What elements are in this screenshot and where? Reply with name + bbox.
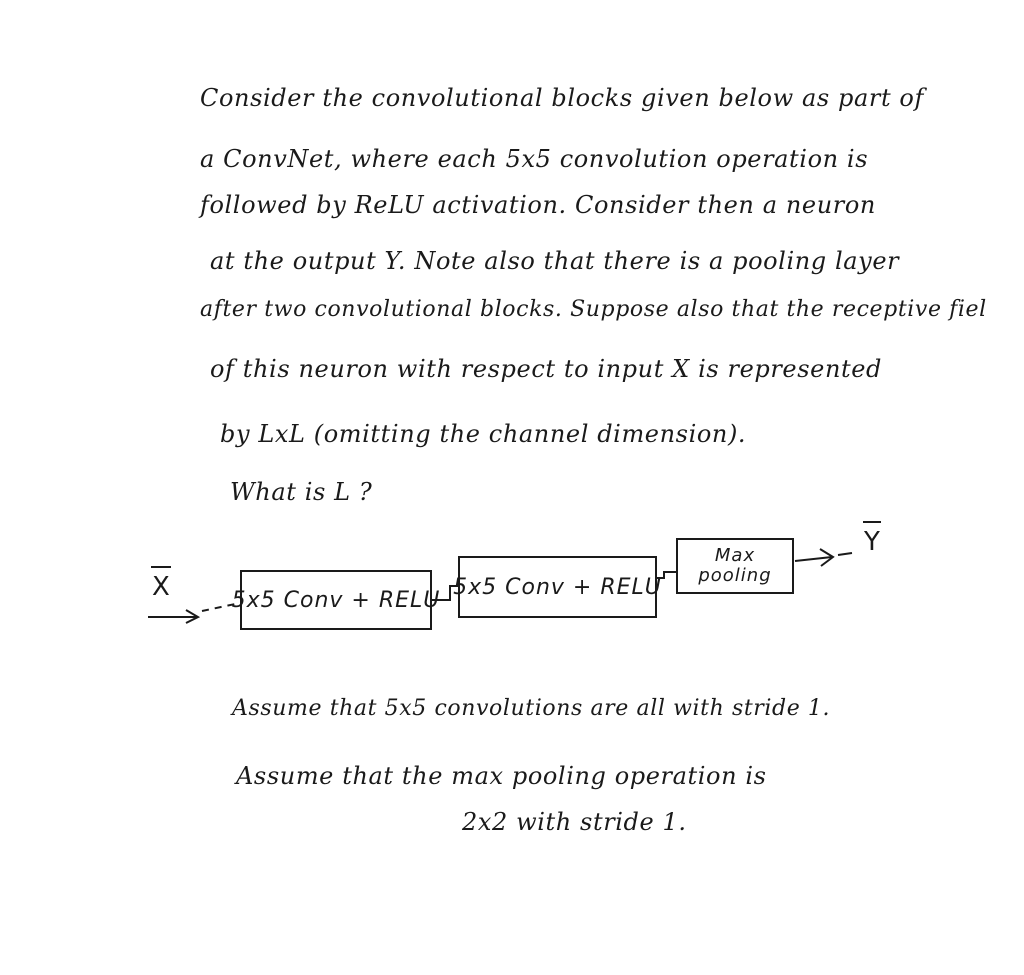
conv-block-2 xyxy=(453,556,662,618)
assumption-line: Assume that 5x5 convolutions are all with stride 1. xyxy=(232,696,831,721)
max-pooling-block xyxy=(676,538,794,594)
output-arrow xyxy=(795,557,832,561)
question-line: at the output Y. Note also that there is a pooling layer xyxy=(210,247,900,275)
assumption-line: Assume that the max pooling operation is xyxy=(236,762,767,790)
question-line: of this neuron with respect to input X is represented xyxy=(210,355,883,383)
output-label xyxy=(864,527,880,557)
question-line: What is L ? xyxy=(230,478,373,506)
question-line: followed by ReLU activation. Consider then a neuron xyxy=(200,191,876,219)
input-label-text: X xyxy=(152,572,170,602)
output-connector xyxy=(838,553,852,555)
output-label-text: Y xyxy=(864,527,880,557)
question-line: Consider the convolutional blocks given below as part of xyxy=(200,84,924,112)
output-overline xyxy=(863,521,881,523)
question-line: after two convolutional blocks. Suppose also that the receptive fiel xyxy=(200,297,987,322)
conv-block-1-label: 5x5 Conv + RELU xyxy=(231,587,441,613)
assumption-line: 2x2 with stride 1. xyxy=(462,808,687,836)
question-line: a ConvNet, where each 5x5 convolution operation is xyxy=(200,145,869,173)
question-line: by LxL (omitting the channel dimension). xyxy=(220,420,747,448)
conv-block-2-label: 5x5 Conv + RELU xyxy=(453,574,662,600)
max-pooling-label-line2: pooling xyxy=(698,565,772,586)
input-overline xyxy=(151,566,171,568)
max-pooling-label-line1: Max xyxy=(714,545,756,566)
conv-block-1 xyxy=(231,570,441,630)
input-label xyxy=(152,572,170,602)
